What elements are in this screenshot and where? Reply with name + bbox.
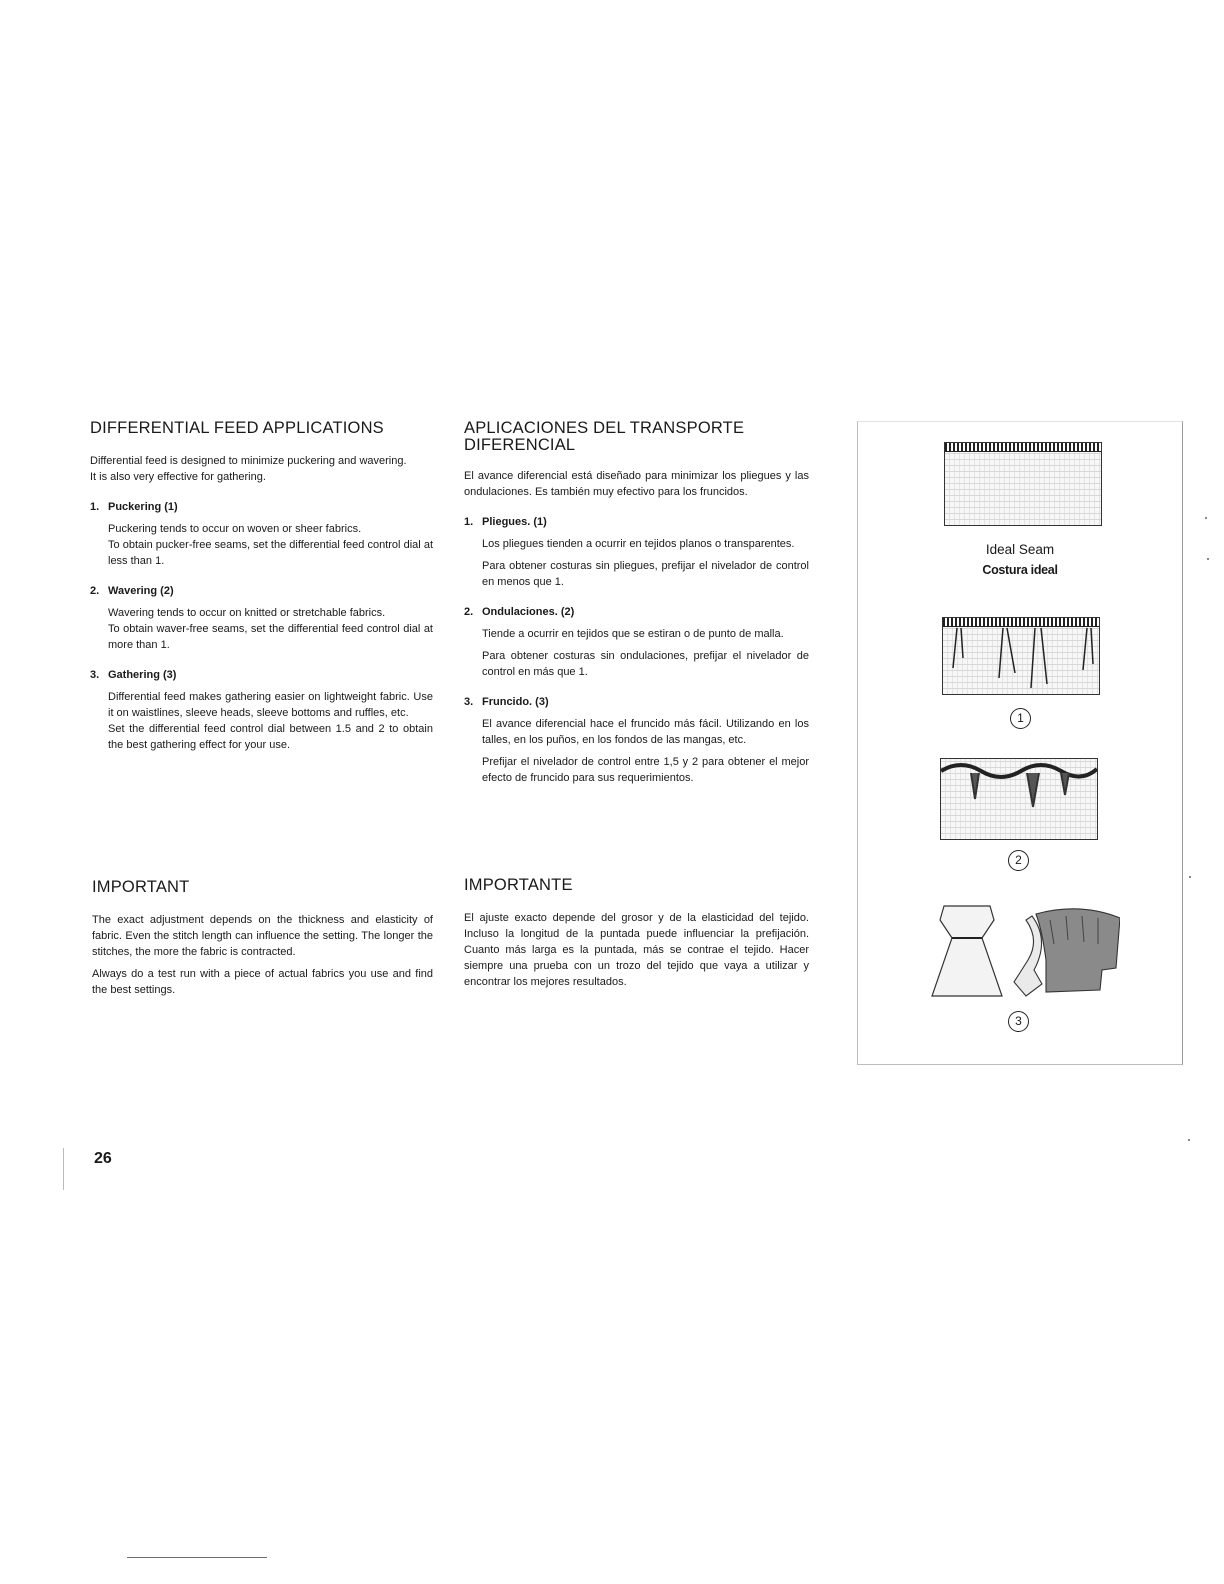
intro-en-1: Differential feed is designed to minimize puckering and wavering. bbox=[90, 455, 407, 467]
pucker-folds-icon bbox=[943, 618, 1099, 694]
list-item bbox=[90, 667, 433, 753]
margin-dot bbox=[1189, 876, 1191, 878]
wavering-illustration bbox=[940, 758, 1098, 840]
important-text-es: El ajuste exacto depende del grosor y de la elasticidad del tejido. Incluso la longitud de la puntada puede influenciar la prefijación. Cuanto más larga es la puntada, más se contrae el tejido. Hacer siempre una prueba con un trozo del tejido que vaya a utilizar y encontrar los mejores resultados. bbox=[464, 912, 809, 988]
item-text: Prefijar el nivelador de control entre 1,5 y 2 para obtener el mejor efecto de fruncido para sus requerimientos. bbox=[482, 756, 809, 784]
gathered-garments-icon bbox=[930, 900, 1120, 1000]
list-item bbox=[464, 694, 809, 786]
figure-number-2: 2 bbox=[1008, 850, 1029, 871]
intro-en-2: It is also very effective for gathering. bbox=[90, 471, 266, 483]
page-number: 26 bbox=[94, 1150, 112, 1167]
item-text: Differential feed makes gathering easier on lightweight fabric. Use it on waistlines, sleeve heads, sleeve bottoms and ruffles, etc. bbox=[108, 691, 433, 719]
english-column bbox=[90, 420, 433, 753]
item-title: Ondulaciones. (2) bbox=[482, 606, 575, 618]
item-title: Fruncido. (3) bbox=[482, 696, 549, 708]
ideal-seam-illustration bbox=[944, 442, 1102, 526]
important-text-en-2: Always do a test run with a piece of actual fabrics you use and find the best settings. bbox=[92, 968, 433, 996]
item-title: Wavering (2) bbox=[108, 585, 174, 597]
margin-dot bbox=[1188, 1139, 1190, 1141]
item-text: Puckering tends to occur on woven or sheer fabrics. bbox=[108, 523, 362, 535]
margin-dot bbox=[1205, 517, 1207, 519]
item-text: Para obtener costuras sin pliegues, prefijar el nivelador de control en menos que 1. bbox=[482, 560, 809, 588]
important-section-en bbox=[92, 879, 433, 998]
bottom-rule bbox=[127, 1557, 267, 1558]
list-item bbox=[464, 514, 809, 590]
puckering-illustration bbox=[942, 617, 1100, 695]
item-text: To obtain waver-free seams, set the differential feed control dial at more than 1. bbox=[108, 623, 433, 651]
item-number: 2. bbox=[464, 606, 474, 618]
section-title-es: APLICACIONES DEL TRANSPORTE DIFERENCIAL bbox=[464, 419, 745, 454]
list-item bbox=[464, 604, 809, 680]
ideal-seam-label: Ideal Seam bbox=[985, 542, 1055, 557]
figure-number-3: 3 bbox=[1008, 1011, 1029, 1032]
intro-es: El avance diferencial está diseñado para minimizar los pliegues y las ondulaciones. Es también muy efectivo para los fruncidos. bbox=[464, 470, 809, 498]
item-number: 3. bbox=[464, 696, 474, 708]
item-text: Set the differential feed control dial between 1.5 and 2 to obtain the best gathering effect for your use. bbox=[108, 723, 433, 751]
item-number: 1. bbox=[90, 501, 100, 513]
figure-number-1: 1 bbox=[1010, 708, 1031, 729]
spanish-column bbox=[464, 420, 809, 786]
important-title-es: IMPORTANTE bbox=[464, 876, 573, 894]
item-text: To obtain pucker-free seams, set the differential feed control dial at less than 1. bbox=[108, 539, 433, 567]
section-title-en: DIFFERENTIAL FEED APPLICATIONS bbox=[90, 419, 384, 437]
item-text: Tiende a ocurrir en tejidos que se estiran o de punto de malla. bbox=[482, 628, 784, 640]
item-title: Pliegues. (1) bbox=[482, 516, 547, 528]
important-section-es bbox=[464, 877, 809, 990]
item-text: El avance diferencial hace el fruncido más fácil. Utilizando en los talles, en los puños, en los fondos de las mangas, etc. bbox=[482, 718, 809, 746]
ideal-seam-label-es: Costura ideal bbox=[982, 563, 1058, 577]
item-text: Wavering tends to occur on knitted or stretchable fabrics. bbox=[108, 607, 386, 619]
item-number: 2. bbox=[90, 585, 100, 597]
important-text-en-1: The exact adjustment depends on the thickness and elasticity of fabric. Even the stitch length can influence the setting. The longer the stitches, the more the fabric is contracted. bbox=[92, 914, 433, 958]
item-text: Los pliegues tienden a ocurrir en tejidos planos o transparentes. bbox=[482, 538, 795, 550]
item-title: Puckering (1) bbox=[108, 501, 178, 513]
item-text: Para obtener costuras sin ondulaciones, prefijar el nivelador de control en más que 1. bbox=[482, 650, 809, 678]
wavy-seam-icon bbox=[941, 759, 1097, 839]
list-item bbox=[90, 499, 433, 569]
item-number: 1. bbox=[464, 516, 474, 528]
list-item bbox=[90, 583, 433, 653]
margin-dot bbox=[1207, 558, 1209, 560]
margin-rule bbox=[63, 1148, 64, 1190]
item-number: 3. bbox=[90, 669, 100, 681]
illustration-panel bbox=[857, 421, 1183, 1065]
item-title: Gathering (3) bbox=[108, 669, 177, 681]
important-title-en: IMPORTANT bbox=[92, 878, 190, 896]
